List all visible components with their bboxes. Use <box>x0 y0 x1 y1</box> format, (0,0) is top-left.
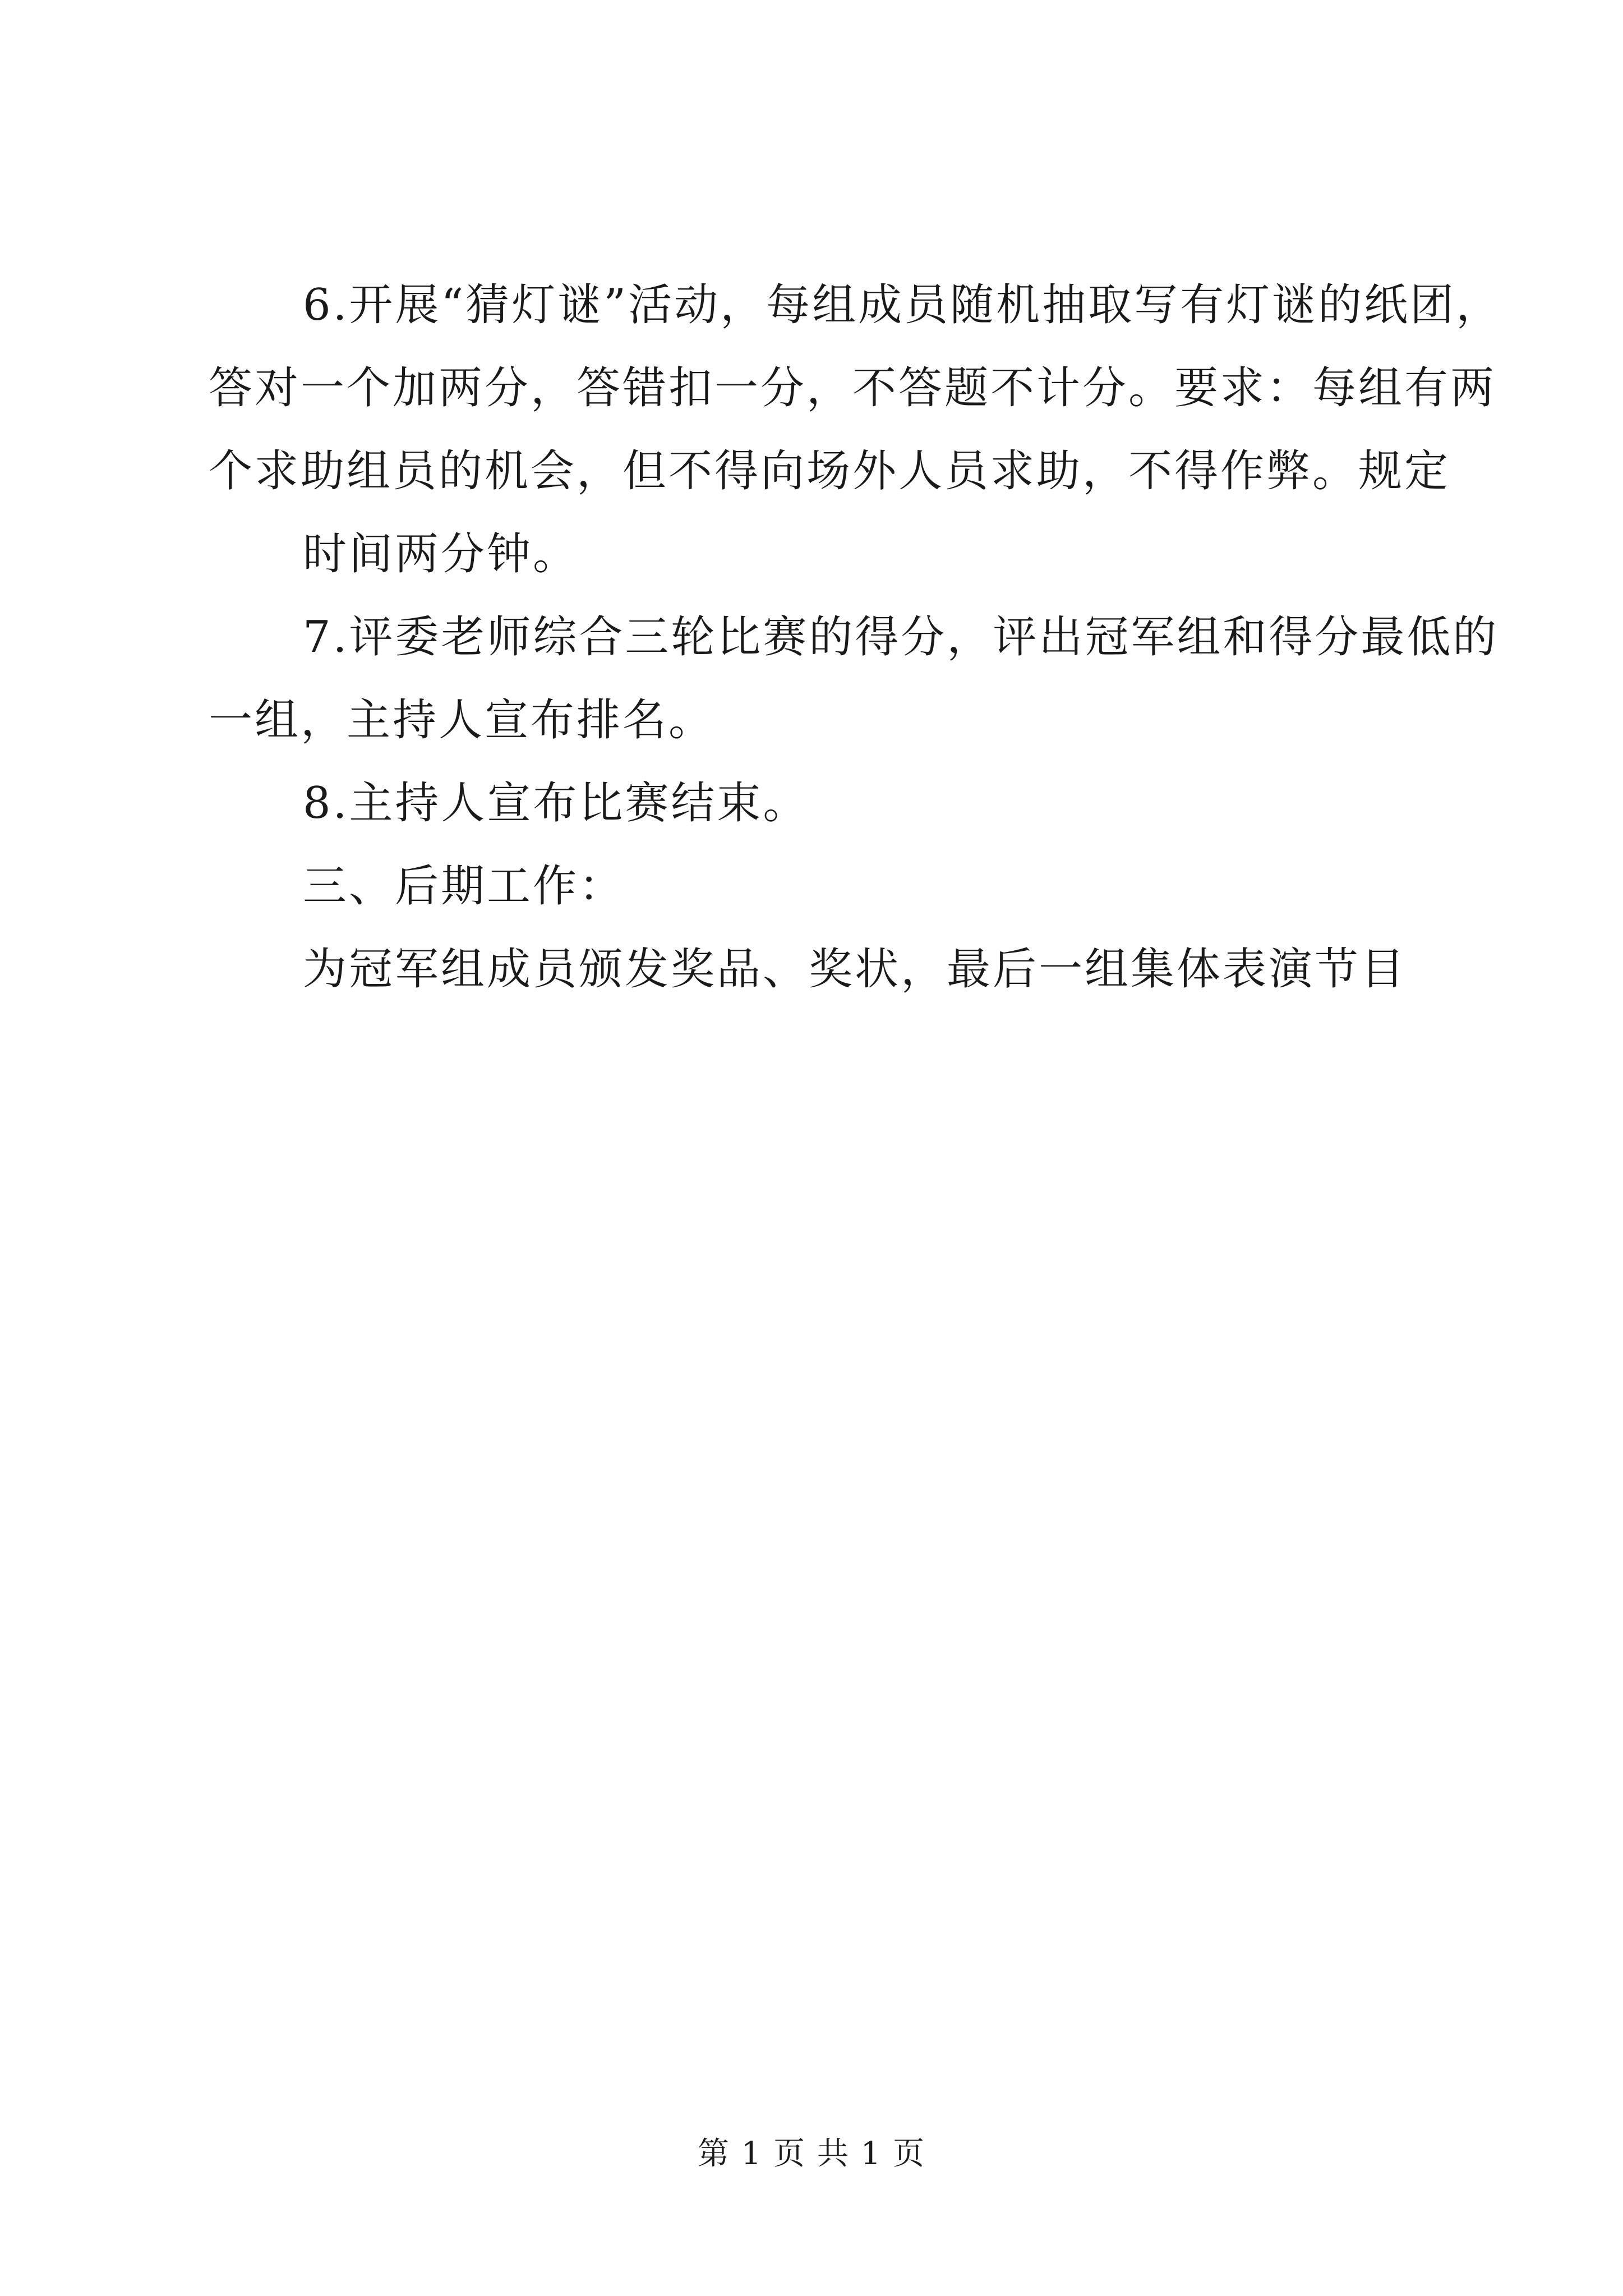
paragraph-line: 8.主持人宣布比赛结束。 <box>303 778 809 829</box>
paragraph-line: 为冠军组成员颁发奖品、奖状，最后一组集体表演节目 <box>303 944 1407 995</box>
page-footer <box>0 2132 1623 2177</box>
paragraph-line: 一组，主持人宣布排名。 <box>209 695 715 746</box>
page-number-label: 第 1 页 共 1 页 <box>697 2136 926 2172</box>
paragraph-line: 7.评委老师综合三轮比赛的得分，评出冠军组和得分最低的 <box>303 612 1499 662</box>
paragraph-line: 时间两分钟。 <box>303 529 579 579</box>
paragraph-line: 个求助组员的机会，但不得向场外人员求助，不得作弊。规定 <box>209 446 1451 496</box>
paragraph-line: 6.开展“猜灯谜”活动，每组成员随机抽取写有灯谜的纸团， <box>303 280 1502 330</box>
paragraph-line: 答对一个加两分，答错扣一分，不答题不计分。要求：每组有两 <box>209 363 1497 413</box>
section-heading: 三、后期工作： <box>303 861 625 912</box>
document-body <box>209 264 1502 1011</box>
